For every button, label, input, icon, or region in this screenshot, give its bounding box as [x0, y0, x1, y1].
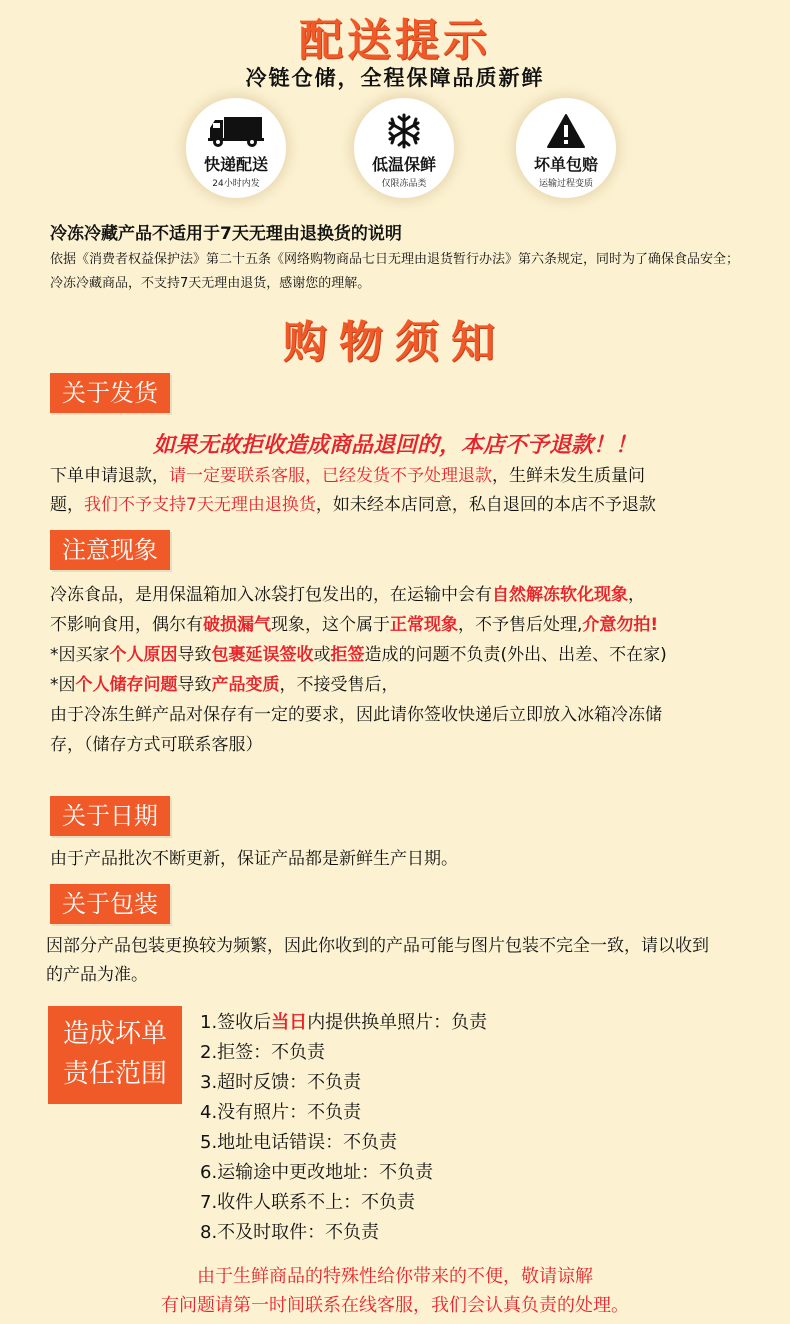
- highlight-text: 个人储存问题: [75, 675, 178, 695]
- text-segment: ，生鲜未发生质量问: [492, 466, 645, 486]
- list-item: 7.收件人联系不上：不负责: [200, 1192, 416, 1213]
- text-segment: *因: [50, 675, 76, 695]
- highlight-text: 自然解冻软化现象: [492, 585, 628, 605]
- text-segment: ，: [628, 585, 645, 605]
- text-segment: 内提供换单照片：负责: [307, 1012, 488, 1033]
- highlight-text: 包裹延误签收: [211, 645, 314, 665]
- badge-title: 快递配送: [203, 155, 268, 174]
- text-segment: 的产品为准。: [46, 965, 148, 985]
- highlight-text: 当日: [271, 1012, 308, 1033]
- text-segment: 不影响食用，偶尔有: [50, 615, 203, 635]
- highlight-text: 正常现象: [390, 615, 458, 635]
- return-policy-text: 依据《消费者权益保护法》第二十五条《网络购物商品七日无理由退货暂行办法》第六条规定，同时为了确保食品安全；冷冻冷藏商品，不支持7天无理由退货，感谢您的理解。: [50, 252, 740, 291]
- footer-contact: 有问题请第一时间联系在线客服，我们会认真负责的处理。: [161, 1295, 629, 1316]
- list-item: 6.运输途中更改地址：不负责: [200, 1162, 434, 1183]
- list-item: [200, 1008, 487, 1034]
- highlight-text: 产品变质: [211, 675, 280, 695]
- text-segment: 导致: [177, 645, 212, 665]
- highlight-text: 介意勿拍!: [582, 615, 659, 635]
- text-segment: 下单申请退款，: [50, 466, 169, 486]
- badge-low-temp: [354, 98, 454, 198]
- text-segment: 1.签收后: [200, 1012, 272, 1033]
- text-segment: 存，（储存方式可联系客服）: [50, 735, 263, 755]
- highlight-text: 请一定要联系客服，已经发货不予处理退款: [169, 466, 492, 486]
- text-segment: ，如未经本店同意，私自退回的本店不予退款: [315, 495, 656, 515]
- highlight-text: 拒签: [330, 645, 365, 665]
- section-tag-responsibility: [48, 1006, 182, 1104]
- badge-title: 低温保鲜: [371, 155, 436, 174]
- return-policy-heading: 冷冻冷藏产品不适用于7天无理由退换货的说明: [50, 224, 402, 244]
- list-item: 2.拒签：不负责: [200, 1042, 326, 1063]
- delivery-title: 配送提示: [299, 15, 491, 66]
- badge-title: 坏单包赔: [533, 155, 598, 174]
- highlight-text: 我们不予支持7天无理由退换货: [84, 495, 316, 515]
- warning-icon: [546, 112, 586, 150]
- shopping-title: 购物须知: [283, 317, 507, 368]
- delivery-subtitle: 冷链仓储，全程保障品质新鲜: [245, 66, 545, 90]
- list-item: 5.地址电话错误：不负责: [200, 1132, 398, 1153]
- text-segment: 造成的问题不负责(外出、出差、不在家): [364, 645, 667, 665]
- section-tag-notice: 注意现象: [50, 530, 170, 570]
- list-item: 8.不及时取件：不负责: [200, 1222, 380, 1243]
- list-item: 3.超时反馈：不负责: [200, 1072, 362, 1093]
- text-segment: 或: [313, 645, 331, 665]
- section-tag-date: 关于日期: [50, 796, 170, 836]
- text-segment: 由于冷冻生鲜产品对保存有一定的要求，因此请你签收快递后立即放入冰箱冷冻储: [50, 705, 662, 725]
- truck-icon: [208, 112, 264, 150]
- badge-express-delivery: [186, 98, 286, 198]
- notice-paragraph: [50, 580, 760, 760]
- section-tag-packaging: 关于包装: [50, 884, 170, 924]
- text-segment: *因买家: [50, 645, 110, 665]
- tag-line: 责任范围: [62, 1059, 167, 1089]
- snowflake-icon: [386, 112, 422, 150]
- footer-apology: 由于生鲜商品的特殊性给你带来的不便，敬请谅解: [197, 1266, 593, 1287]
- highlight-text: 个人原因: [109, 645, 178, 665]
- badge-subtitle: 24小时内发: [212, 179, 260, 189]
- section-tag-shipping: 关于发货: [50, 373, 170, 413]
- refusal-warning: 如果无故拒收造成商品退回的，本店不予退款！！: [152, 433, 637, 458]
- highlight-text: 破损漏气: [203, 615, 271, 635]
- text-segment: 导致: [177, 675, 212, 695]
- text-segment: 冷冻食品，是用保温箱加入冰袋打包发出的，在运输中会有: [50, 585, 492, 605]
- badge-damage-compensation: [516, 98, 616, 198]
- text-segment: 因部分产品包装更换较为频繁，因此你收到的产品可能与图片包装不完全一致，请以收到: [46, 936, 709, 956]
- packaging-paragraph: [46, 932, 776, 990]
- list-item: 4.没有照片：不负责: [200, 1102, 362, 1123]
- badge-subtitle: 仅限冻品类: [381, 179, 427, 189]
- text-segment: 现象，这个属于: [271, 615, 390, 635]
- text-segment: ，不予售后处理,: [458, 615, 583, 635]
- shipping-paragraph: [50, 462, 760, 520]
- text-segment: 题，: [50, 495, 84, 515]
- text-segment: ，不接受售后，: [279, 675, 399, 695]
- tag-line: 造成坏单: [62, 1019, 167, 1049]
- date-text: 由于产品批次不断更新，保证产品都是新鲜生产日期。: [50, 849, 458, 869]
- badge-subtitle: 运输过程变质: [538, 179, 593, 189]
